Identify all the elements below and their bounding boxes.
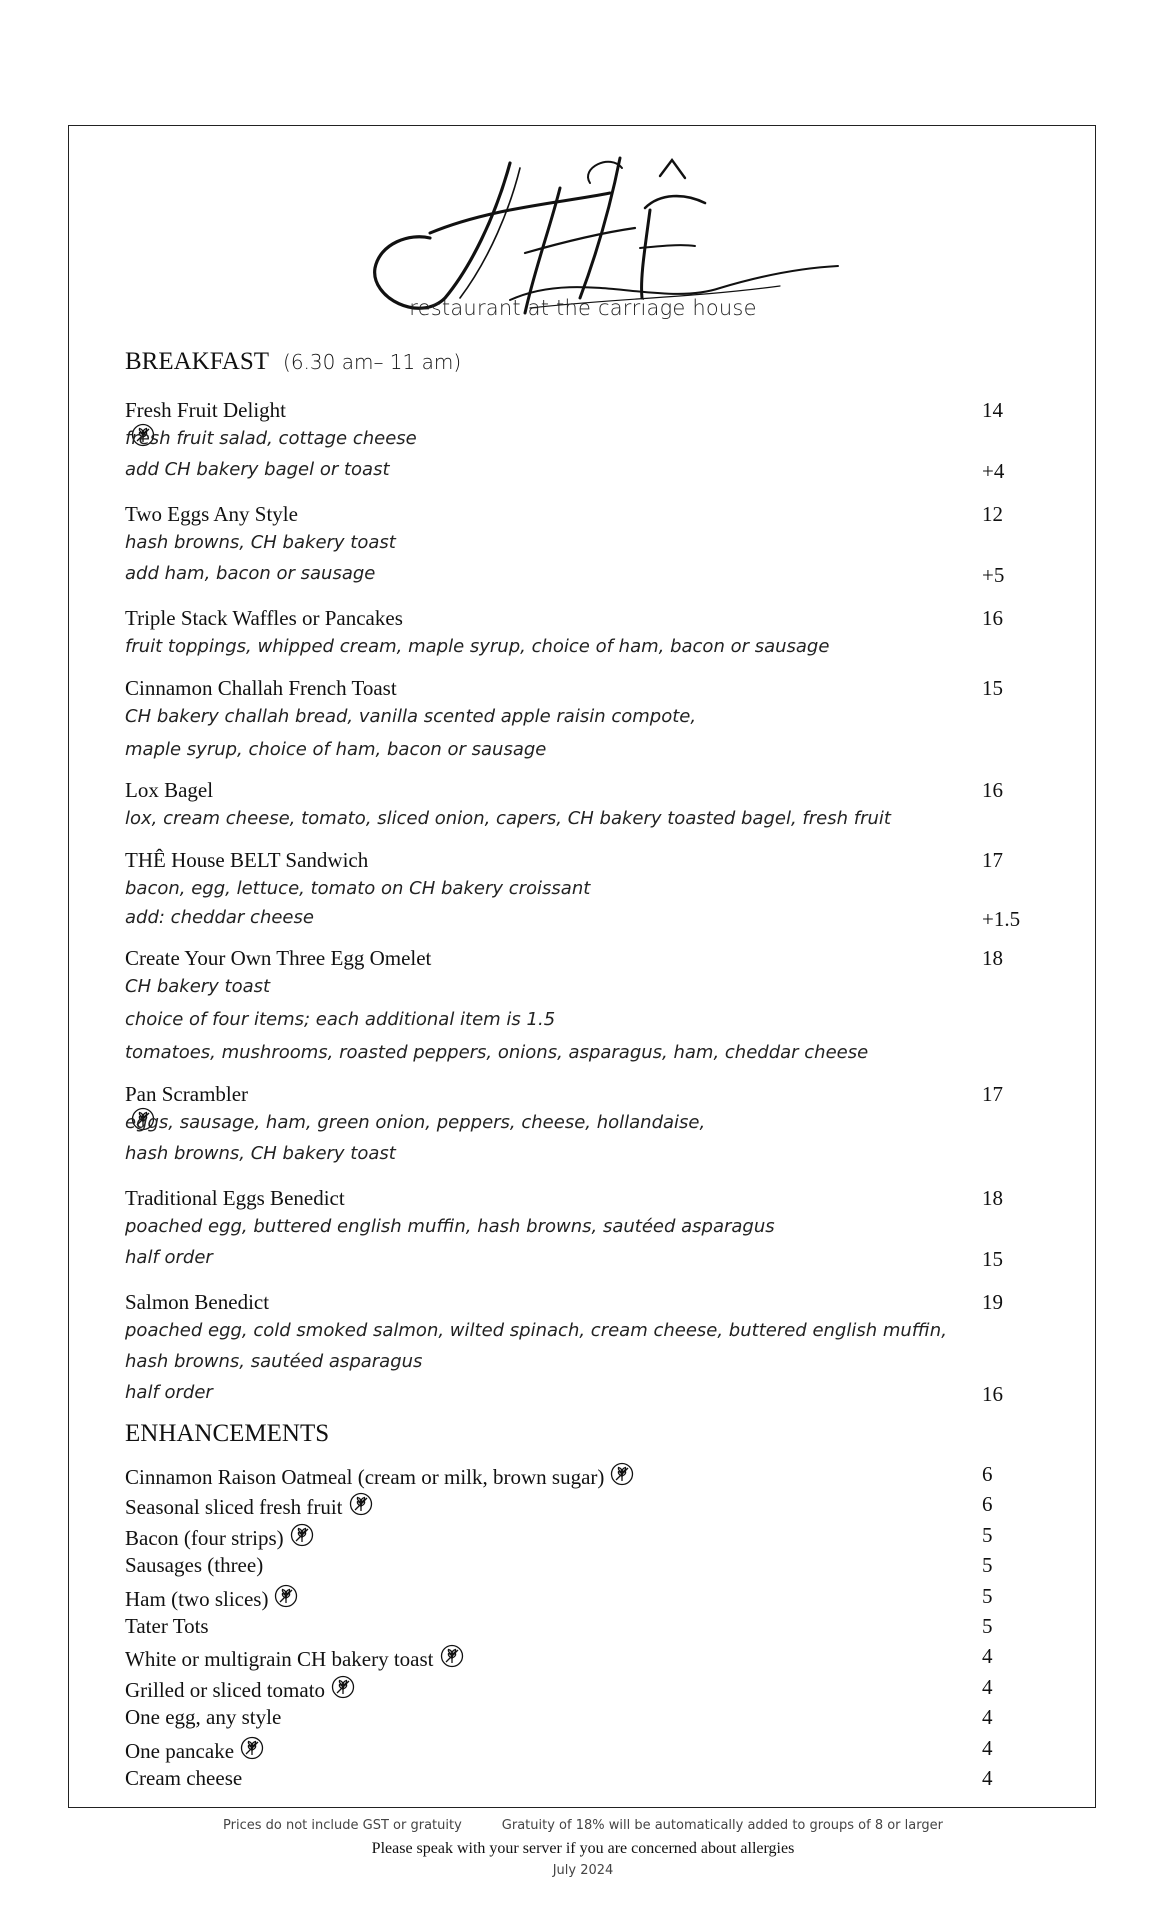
enhancement-name: One egg, any style — [125, 1705, 282, 1730]
enhancement-price: 4 — [982, 1705, 993, 1730]
menu-item-name: Pan Scrambler — [125, 1082, 249, 1106]
menu-item-price: 18 — [982, 1186, 1003, 1210]
menu-date: July 2024 — [552, 1863, 614, 1878]
enhancement-item — [125, 1462, 634, 1490]
menu-item-price: 14 — [982, 398, 1003, 422]
enhancement-price: 5 — [982, 1522, 993, 1547]
menu-item-description: lox, cream cheese, tomato, sliced onion, capers, CH bakery toasted bagel, fresh fruit — [125, 808, 891, 829]
enhancement-name: Grilled or sliced tomato — [125, 1677, 326, 1702]
enhancement-item — [125, 1614, 209, 1639]
menu-item-name: THÊ House BELT Sandwich — [125, 848, 369, 872]
menu-item-name: Create Your Own Three Egg Omelet — [125, 946, 432, 970]
enhancement-name: Cream cheese — [125, 1766, 243, 1790]
menu-item-addon-price: +4 — [982, 459, 1005, 483]
menu-item-name: Triple Stack Waffles or Pancakes — [125, 606, 403, 630]
enhancement-item — [125, 1736, 264, 1764]
menu-item-name: Fresh Fruit Delight — [125, 398, 286, 422]
menu-item-addon-price: +5 — [982, 563, 1005, 587]
enhancement-item — [125, 1705, 281, 1730]
menu-item-price: 16 — [982, 778, 1003, 802]
menu-item-description: poached egg, cold smoked salmon, wilted spinach, cream cheese, buttered english muffin, — [125, 1320, 947, 1341]
menu-item-description: maple syrup, choice of ham, bacon or sausage — [125, 739, 547, 760]
menu-item-description: hash browns, CH bakery toast — [125, 532, 396, 553]
breakfast-title: BREAKFAST — [125, 348, 270, 375]
gluten-free-icon — [349, 1492, 373, 1516]
menu-item-price: 15 — [982, 676, 1003, 700]
menu-item-description: eggs, sausage, ham, green onion, peppers, cheese, hollandaise, — [125, 1112, 706, 1133]
enhancement-price: 6 — [982, 1492, 993, 1517]
menu-item-description: choice of four items; each additional item is 1.5 — [125, 1009, 556, 1030]
enhancement-price: 4 — [982, 1644, 993, 1669]
enhancement-item — [125, 1492, 373, 1520]
menu-item-addon-price: 16 — [982, 1382, 1003, 1406]
menu-item-name: Two Eggs Any Style — [125, 502, 298, 526]
enhancement-price: 4 — [982, 1674, 993, 1699]
menu-item-description: add: cheddar cheese — [125, 907, 314, 928]
enhancement-item — [125, 1644, 464, 1672]
enhancement-name: Seasonal sliced fresh fruit — [125, 1495, 343, 1520]
menu-item-price: 19 — [982, 1290, 1003, 1314]
menu-item-description: half order — [125, 1247, 213, 1268]
footer-notes — [0, 1818, 1166, 1833]
enhancement-name: Cinnamon Raison Oatmeal (cream or milk, brown sugar) — [125, 1465, 605, 1489]
gluten-free-icon — [290, 1523, 314, 1547]
enhancement-name: Ham (two slices) — [125, 1586, 269, 1611]
menu-item-description: CH bakery challah bread, vanilla scented apple raisin compote, — [125, 706, 697, 727]
menu-item-description: CH bakery toast — [125, 976, 271, 997]
enhancements-heading: ENHANCEMENTS — [125, 1420, 330, 1447]
enhancement-item — [125, 1766, 242, 1791]
enhancement-name: One pancake — [125, 1738, 235, 1763]
menu-item-price: 16 — [982, 606, 1003, 630]
menu-item-price: 12 — [982, 502, 1003, 526]
menu-item-description: hash browns, CH bakery toast — [125, 1143, 396, 1164]
enhancement-item — [125, 1584, 298, 1612]
enhancement-name: Bacon (four strips) — [125, 1525, 284, 1550]
enhancement-item — [125, 1675, 355, 1703]
enhancement-item — [125, 1523, 314, 1551]
menu-item-description: add ham, bacon or sausage — [125, 563, 376, 584]
restaurant-tagline: restaurant at the carriage house — [409, 296, 757, 320]
menu-item-addon-price: +1.5 — [982, 907, 1021, 931]
menu-item-price: 18 — [982, 946, 1003, 970]
enhancement-price: 4 — [982, 1735, 993, 1760]
menu-item-description: hash browns, sautéed asparagus — [125, 1351, 423, 1372]
enhancement-price: 6 — [982, 1462, 993, 1486]
enhancement-name: Tater Tots — [125, 1614, 209, 1638]
enhancement-price: 5 — [982, 1583, 993, 1608]
menu-item-price: 17 — [982, 848, 1003, 872]
enhancement-item — [125, 1553, 263, 1578]
gluten-free-icon — [240, 1736, 264, 1760]
menu-item-name: Salmon Benedict — [125, 1290, 270, 1314]
enhancement-name: Sausages (three) — [125, 1553, 264, 1578]
menu-item-name: Lox Bagel — [125, 778, 214, 802]
menu-item-description: tomatoes, mushrooms, roasted peppers, onions, asparagus, ham, cheddar cheese — [125, 1042, 869, 1063]
enhancement-price: 5 — [982, 1553, 993, 1578]
menu-item-addon-price: 15 — [982, 1247, 1003, 1271]
gst-note: Prices do not include GST or gratuity — [223, 1818, 462, 1833]
gluten-free-icon — [274, 1584, 298, 1608]
menu-item-description: poached egg, buttered english muffin, hash browns, sautéed asparagus — [125, 1216, 775, 1237]
breakfast-heading — [125, 348, 461, 376]
menu-item-name: Cinnamon Challah French Toast — [125, 676, 397, 700]
menu-item-price: 17 — [982, 1082, 1003, 1106]
allergy-note: Please speak with your server if you are concerned about allergies — [371, 1840, 795, 1857]
menu-item-name: Traditional Eggs Benedict — [125, 1186, 345, 1210]
menu-item-description: add CH bakery bagel or toast — [125, 459, 390, 480]
menu-item-description: fresh fruit salad, cottage cheese — [125, 428, 417, 449]
gluten-free-icon — [331, 1675, 355, 1699]
breakfast-hours: (6.30 am– 11 am) — [283, 350, 462, 374]
gluten-free-icon — [440, 1644, 464, 1668]
menu-item-description: bacon, egg, lettuce, tomato on CH bakery croissant — [125, 878, 591, 899]
menu-item-description: fruit toppings, whipped cream, maple syrup, choice of ham, bacon or sausage — [125, 636, 830, 657]
gratuity-note: Gratuity of 18% will be automatically added to groups of 8 or larger — [501, 1818, 943, 1833]
enhancement-price: 5 — [982, 1614, 993, 1638]
gluten-free-icon — [610, 1462, 634, 1486]
enhancement-price: 4 — [982, 1766, 993, 1790]
menu-item-description: half order — [125, 1382, 213, 1403]
enhancement-name: White or multigrain CH bakery toast — [125, 1647, 434, 1672]
